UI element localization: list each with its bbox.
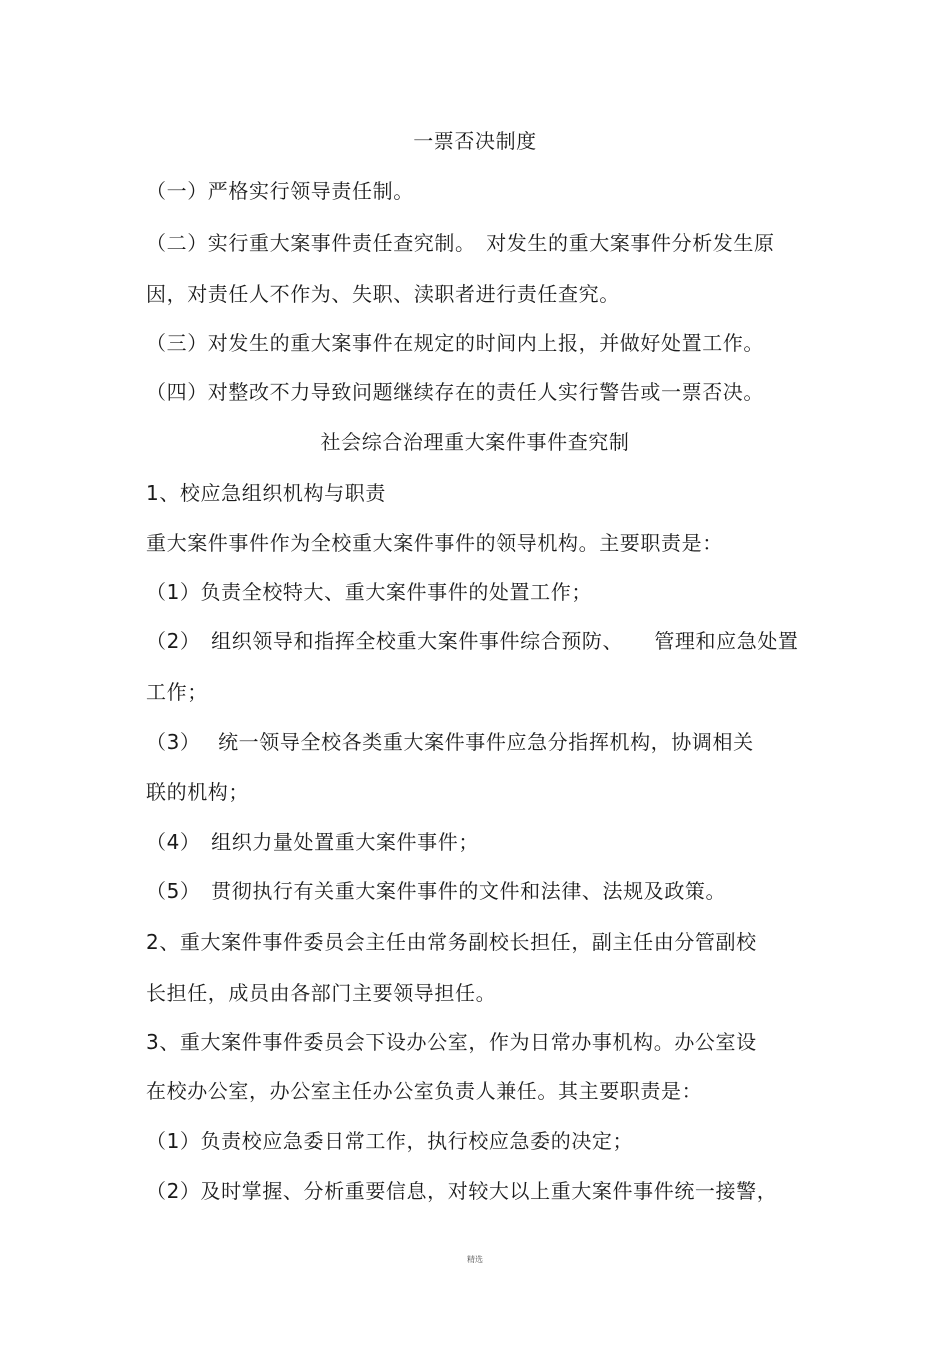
- section-1-item-1: （1）负责全校特大、重大案件事件的处置工作；: [146, 580, 592, 604]
- title-major-case-investigation: 社会综合治理重大案件事件查究制: [320, 430, 630, 454]
- title-veto-system: 一票否决制度: [413, 129, 537, 153]
- section-2-line-1: 2、重大案件事件委员会主任由常务副校长担任，副主任由分管副校: [146, 930, 757, 954]
- section-2-line-2: 长担任，成员由各部门主要领导担任。: [146, 981, 497, 1005]
- section-1-intro: 重大案件事件作为全校重大案件事件的领导机构。主要职责是：: [146, 531, 723, 555]
- section-1-item-2-line-2: 工作；: [146, 680, 208, 704]
- page-footer-label: 精选: [467, 1255, 483, 1264]
- section-3-line-1: 3、重大案件事件委员会下设办公室，作为日常办事机构。办公室设: [146, 1030, 757, 1054]
- section-3-line-2: 在校办公室，办公室主任办公室负责人兼任。其主要职责是：: [146, 1079, 703, 1103]
- section-1-item-3-line-2: 联的机构；: [146, 780, 249, 804]
- section-1-heading: 1、校应急组织机构与职责: [146, 481, 386, 505]
- paragraph-2-line-2: 因，对责任人不作为、失职、渎职者进行责任查究。: [146, 282, 620, 306]
- paragraph-4: （四）对整改不力导致问题继续存在的责任人实行警告或一票否决。: [146, 380, 764, 404]
- paragraph-2-line-1: （二）实行重大案事件责任查究制。 对发生的重大案事件分析发生原: [146, 231, 775, 255]
- section-3-item-1: （1）负责校应急委日常工作，执行校应急委的决定；: [146, 1129, 634, 1153]
- section-1-item-3-line-1: （3） 统一领导全校各类重大案件事件应急分指挥机构，协调相关: [146, 730, 754, 754]
- paragraph-3: （三）对发生的重大案事件在规定的时间内上报，并做好处置工作。: [146, 331, 764, 355]
- paragraph-1: （一）严格实行领导责任制。: [146, 179, 414, 203]
- section-1-item-2-line-1: （2） 组织领导和指挥全校重大案件事件综合预防、 管理和应急处置: [146, 629, 799, 653]
- section-1-item-4: （4） 组织力量处置重大案件事件；: [146, 830, 479, 854]
- section-3-item-2: （2）及时掌握、分析重要信息，对较大以上重大案件事件统一接警，: [146, 1179, 778, 1203]
- section-1-item-5: （5） 贯彻执行有关重大案件事件的文件和法律、法规及政策。: [146, 879, 727, 903]
